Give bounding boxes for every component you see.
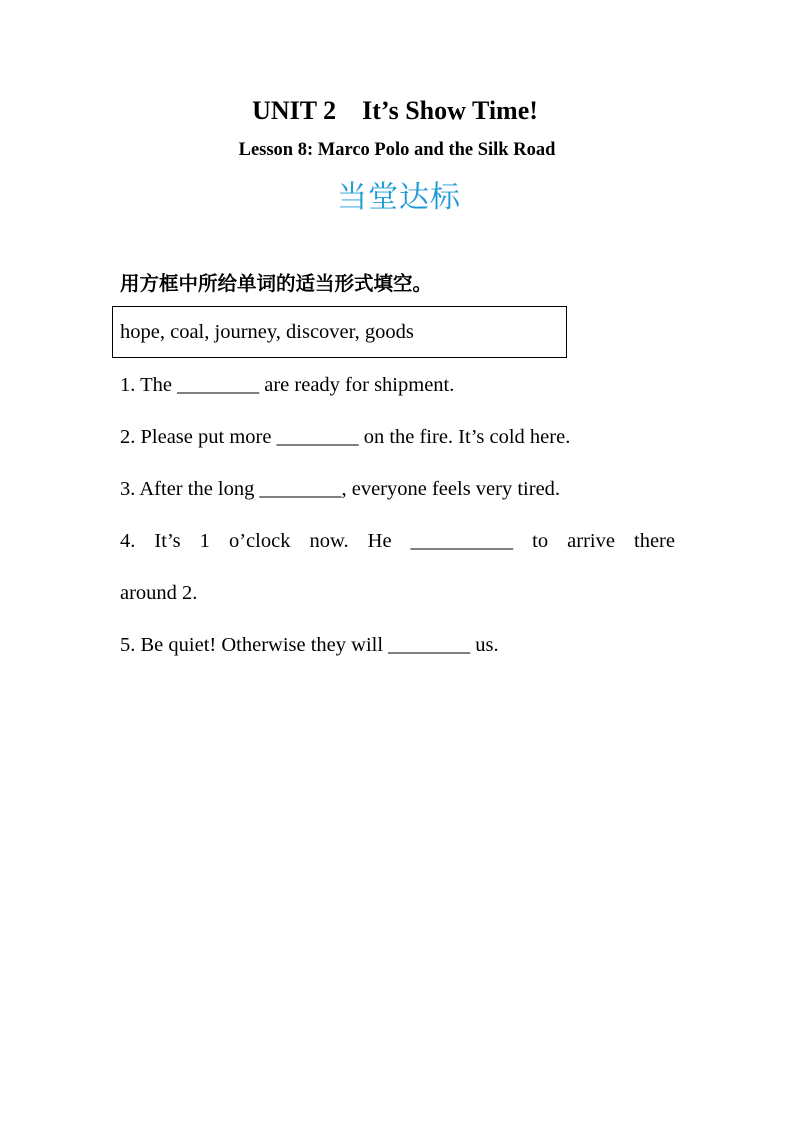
question-4-word: there [634,530,675,552]
question-3: 3. After the long ________, everyone feels very tired. [120,478,561,500]
question-4-word: He [367,530,392,552]
question-4-word: arrive [567,530,615,552]
question-4-word: 1 [199,530,210,552]
question-4 [120,530,675,553]
question-4-word: to [532,530,549,552]
question-4-continuation: around 2. [120,582,198,604]
section-title: 当堂达标 [337,180,461,215]
question-4-line [120,530,675,553]
exercise-instruction: 用方框中所给单词的适当形式填空。 [120,272,433,295]
question-4-word: It’s [154,530,181,552]
word-bank-text: hope, coal, journey, discover, goods [120,321,414,343]
question-2: 2. Please put more ________ on the fire. It’s cold here. [120,426,571,448]
question-4-word: o’clock [228,530,291,552]
unit-title: UNIT 2 It’s Show Time! [252,96,538,125]
question-1: 1. The ________ are ready for shipment. [120,374,455,396]
question-4-word: now. [309,530,349,552]
word-bank-box [112,306,567,358]
question-4-word: 4. [120,530,136,552]
question-4-blank: __________ [410,530,514,552]
lesson-title: Lesson 8: Marco Polo and the Silk Road [238,140,556,160]
question-5: 5. Be quiet! Otherwise they will ________ us. [120,634,499,656]
